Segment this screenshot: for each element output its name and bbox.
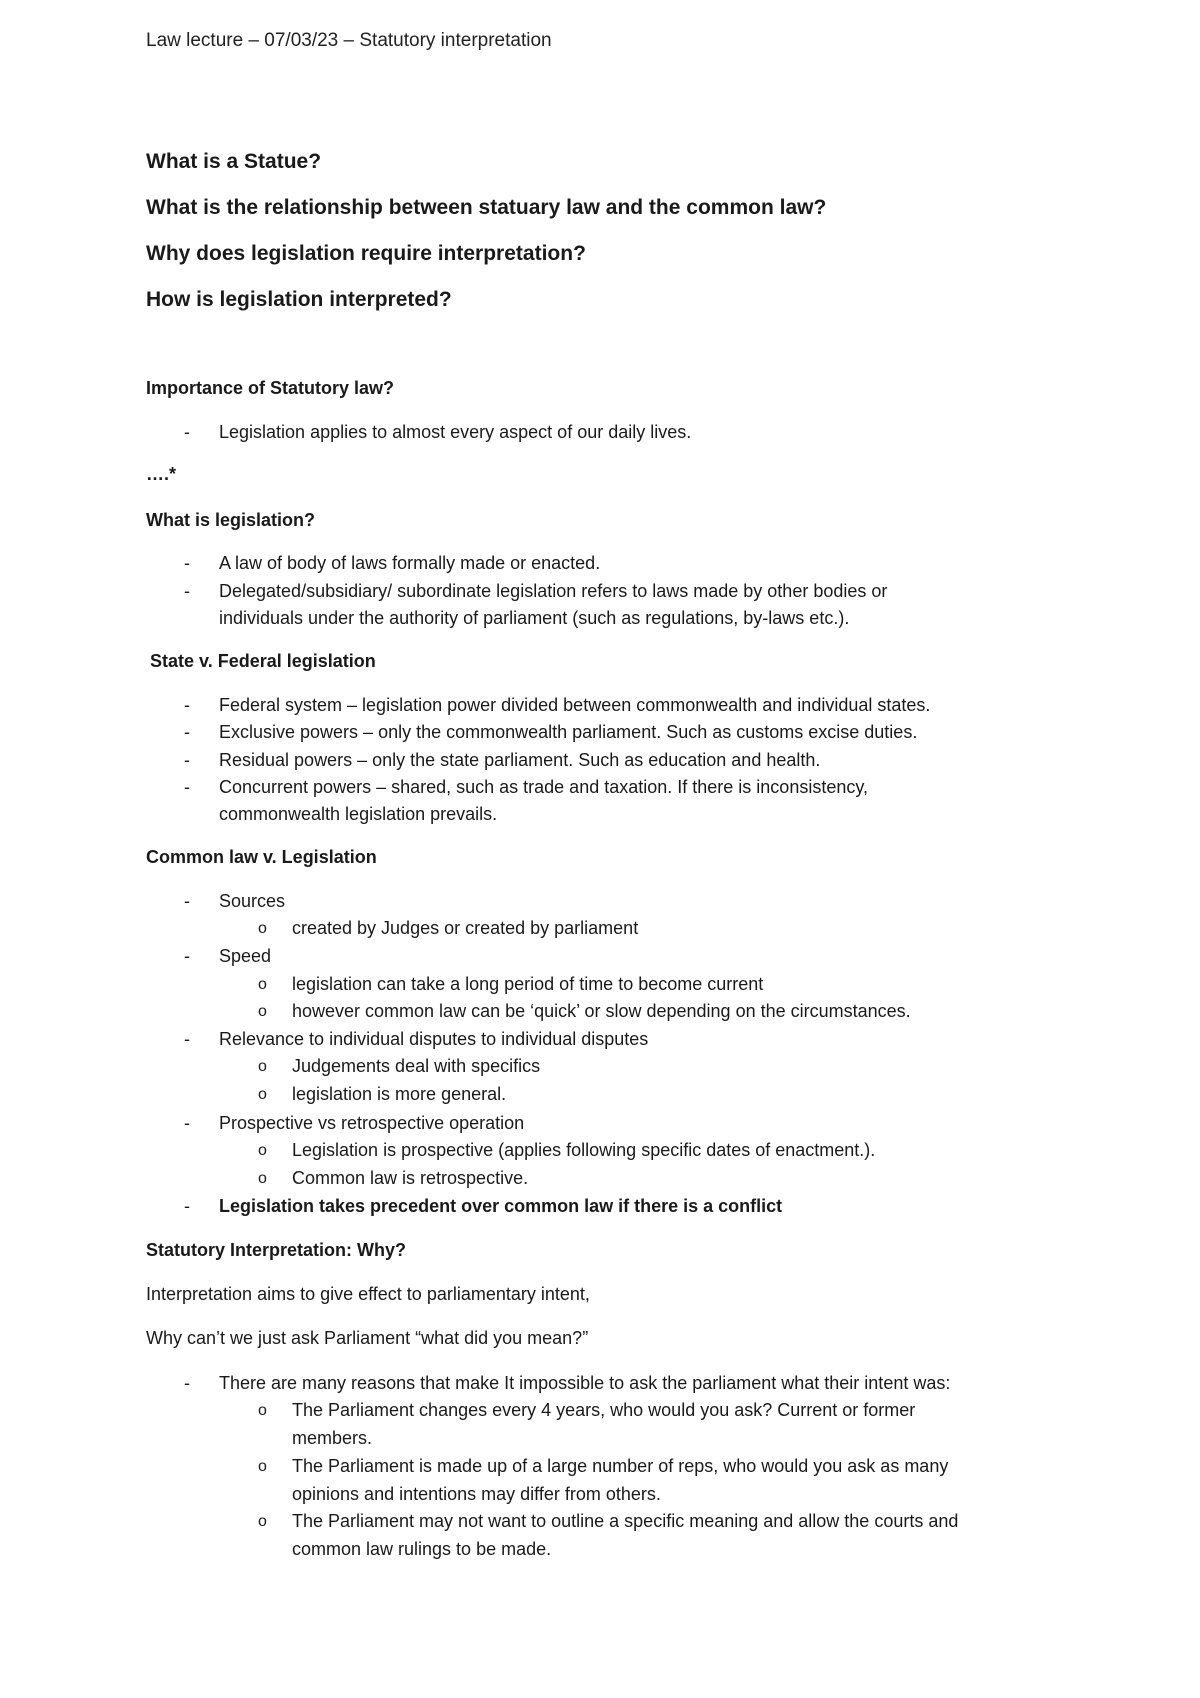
ellipsis-note: ….* — [146, 464, 177, 484]
bullet-dash: - — [184, 1373, 190, 1393]
bullet-dash: - — [184, 1029, 190, 1049]
bullet-circle: o — [258, 1513, 267, 1530]
interpretation-heading: Statutory Interpretation: Why? — [146, 1240, 406, 1260]
bullet-circle: o — [258, 1003, 267, 1020]
bullet-circle: o — [258, 976, 267, 993]
question-2: What is the relationship between statuary law and the common law? — [146, 196, 827, 219]
state-federal-heading: State v. Federal legislation — [150, 651, 376, 671]
bullet-dash: - — [184, 1113, 190, 1133]
prospective-sub: Legislation is prospective (applies following specific dates of enactment.). — [292, 1140, 876, 1160]
reasons-item: There are many reasons that make It impossible to ask the parliament what their intent was: — [219, 1373, 951, 1393]
sources-item: Sources — [219, 891, 286, 911]
bullet-dash: - — [184, 777, 190, 797]
bullet-dash: - — [184, 553, 190, 573]
bullet-dash: - — [184, 750, 190, 770]
state-federal-item: Residual powers – only the state parliament. Such as education and health. — [219, 750, 821, 770]
reason-sub: The Parliament changes every 4 years, who would you ask? Current or former — [292, 1400, 916, 1420]
reason-sub: The Parliament is made up of a large number of reps, who would you ask as many — [292, 1456, 949, 1476]
bullet-dash: - — [184, 1196, 190, 1216]
bullet-circle: o — [258, 1170, 267, 1187]
reason-sub-cont: common law rulings to be made. — [292, 1539, 552, 1559]
importance-item: Legislation applies to almost every aspect of our daily lives. — [219, 422, 692, 442]
bullet-circle: o — [258, 1058, 267, 1075]
state-federal-item: Exclusive powers – only the commonwealth parliament. Such as customs excise duties. — [219, 722, 918, 742]
bullet-circle: o — [258, 1458, 267, 1475]
reason-sub-cont: members. — [292, 1428, 373, 1448]
reason-sub: The Parliament may not want to outline a specific meaning and allow the courts and — [292, 1511, 959, 1531]
state-federal-item-cont: commonwealth legislation prevails. — [219, 804, 498, 824]
common-law-heading: Common law v. Legislation — [146, 847, 377, 867]
relevance-sub: legislation is more general. — [292, 1084, 507, 1104]
legislation-item: Delegated/subsidiary/ subordinate legislation refers to laws made by other bodies or — [219, 581, 888, 601]
bullet-circle: o — [258, 1402, 267, 1419]
legislation-item: A law of body of laws formally made or enacted. — [219, 553, 601, 573]
question-4: How is legislation interpreted? — [146, 288, 452, 311]
question-1: What is a Statue? — [146, 150, 322, 173]
interpretation-para: Interpretation aims to give effect to parliamentary intent, — [146, 1284, 590, 1304]
prospective-item: Prospective vs retrospective operation — [219, 1113, 525, 1133]
bullet-circle: o — [258, 1086, 267, 1103]
document-header: Law lecture – 07/03/23 – Statutory interpretation — [146, 30, 552, 51]
bullet-dash: - — [184, 722, 190, 742]
speed-sub: however common law can be ‘quick’ or slow depending on the circumstances. — [292, 1001, 911, 1021]
interpretation-question: Why can’t we just ask Parliament “what did you mean?” — [146, 1328, 589, 1348]
importance-heading: Importance of Statutory law? — [146, 378, 395, 398]
precedent-item: Legislation takes precedent over common law if there is a conflict — [219, 1196, 783, 1216]
sources-sub: created by Judges or created by parliament — [292, 918, 639, 938]
bullet-circle: o — [258, 920, 267, 937]
state-federal-item: Concurrent powers – shared, such as trade and taxation. If there is inconsistency, — [219, 777, 869, 797]
relevance-item: Relevance to individual disputes to individual disputes — [219, 1029, 649, 1049]
bullet-dash: - — [184, 695, 190, 715]
bullet-dash: - — [184, 891, 190, 911]
relevance-sub: Judgements deal with specifics — [292, 1056, 541, 1076]
reason-sub-cont: opinions and intentions may differ from others. — [292, 1484, 661, 1504]
prospective-sub: Common law is retrospective. — [292, 1168, 529, 1188]
bullet-dash: - — [184, 946, 190, 966]
state-federal-item: Federal system – legislation power divided between commonwealth and individual states. — [219, 695, 931, 715]
bullet-dash: - — [184, 422, 190, 442]
question-3: Why does legislation require interpretation? — [146, 242, 586, 265]
bullet-dash: - — [184, 581, 190, 601]
bullet-circle: o — [258, 1142, 267, 1159]
speed-item: Speed — [219, 946, 272, 966]
legislation-item-cont: individuals under the authority of parliament (such as regulations, by-laws etc.). — [219, 608, 850, 628]
speed-sub: legislation can take a long period of time to become current — [292, 974, 764, 994]
legislation-heading: What is legislation? — [146, 510, 316, 530]
